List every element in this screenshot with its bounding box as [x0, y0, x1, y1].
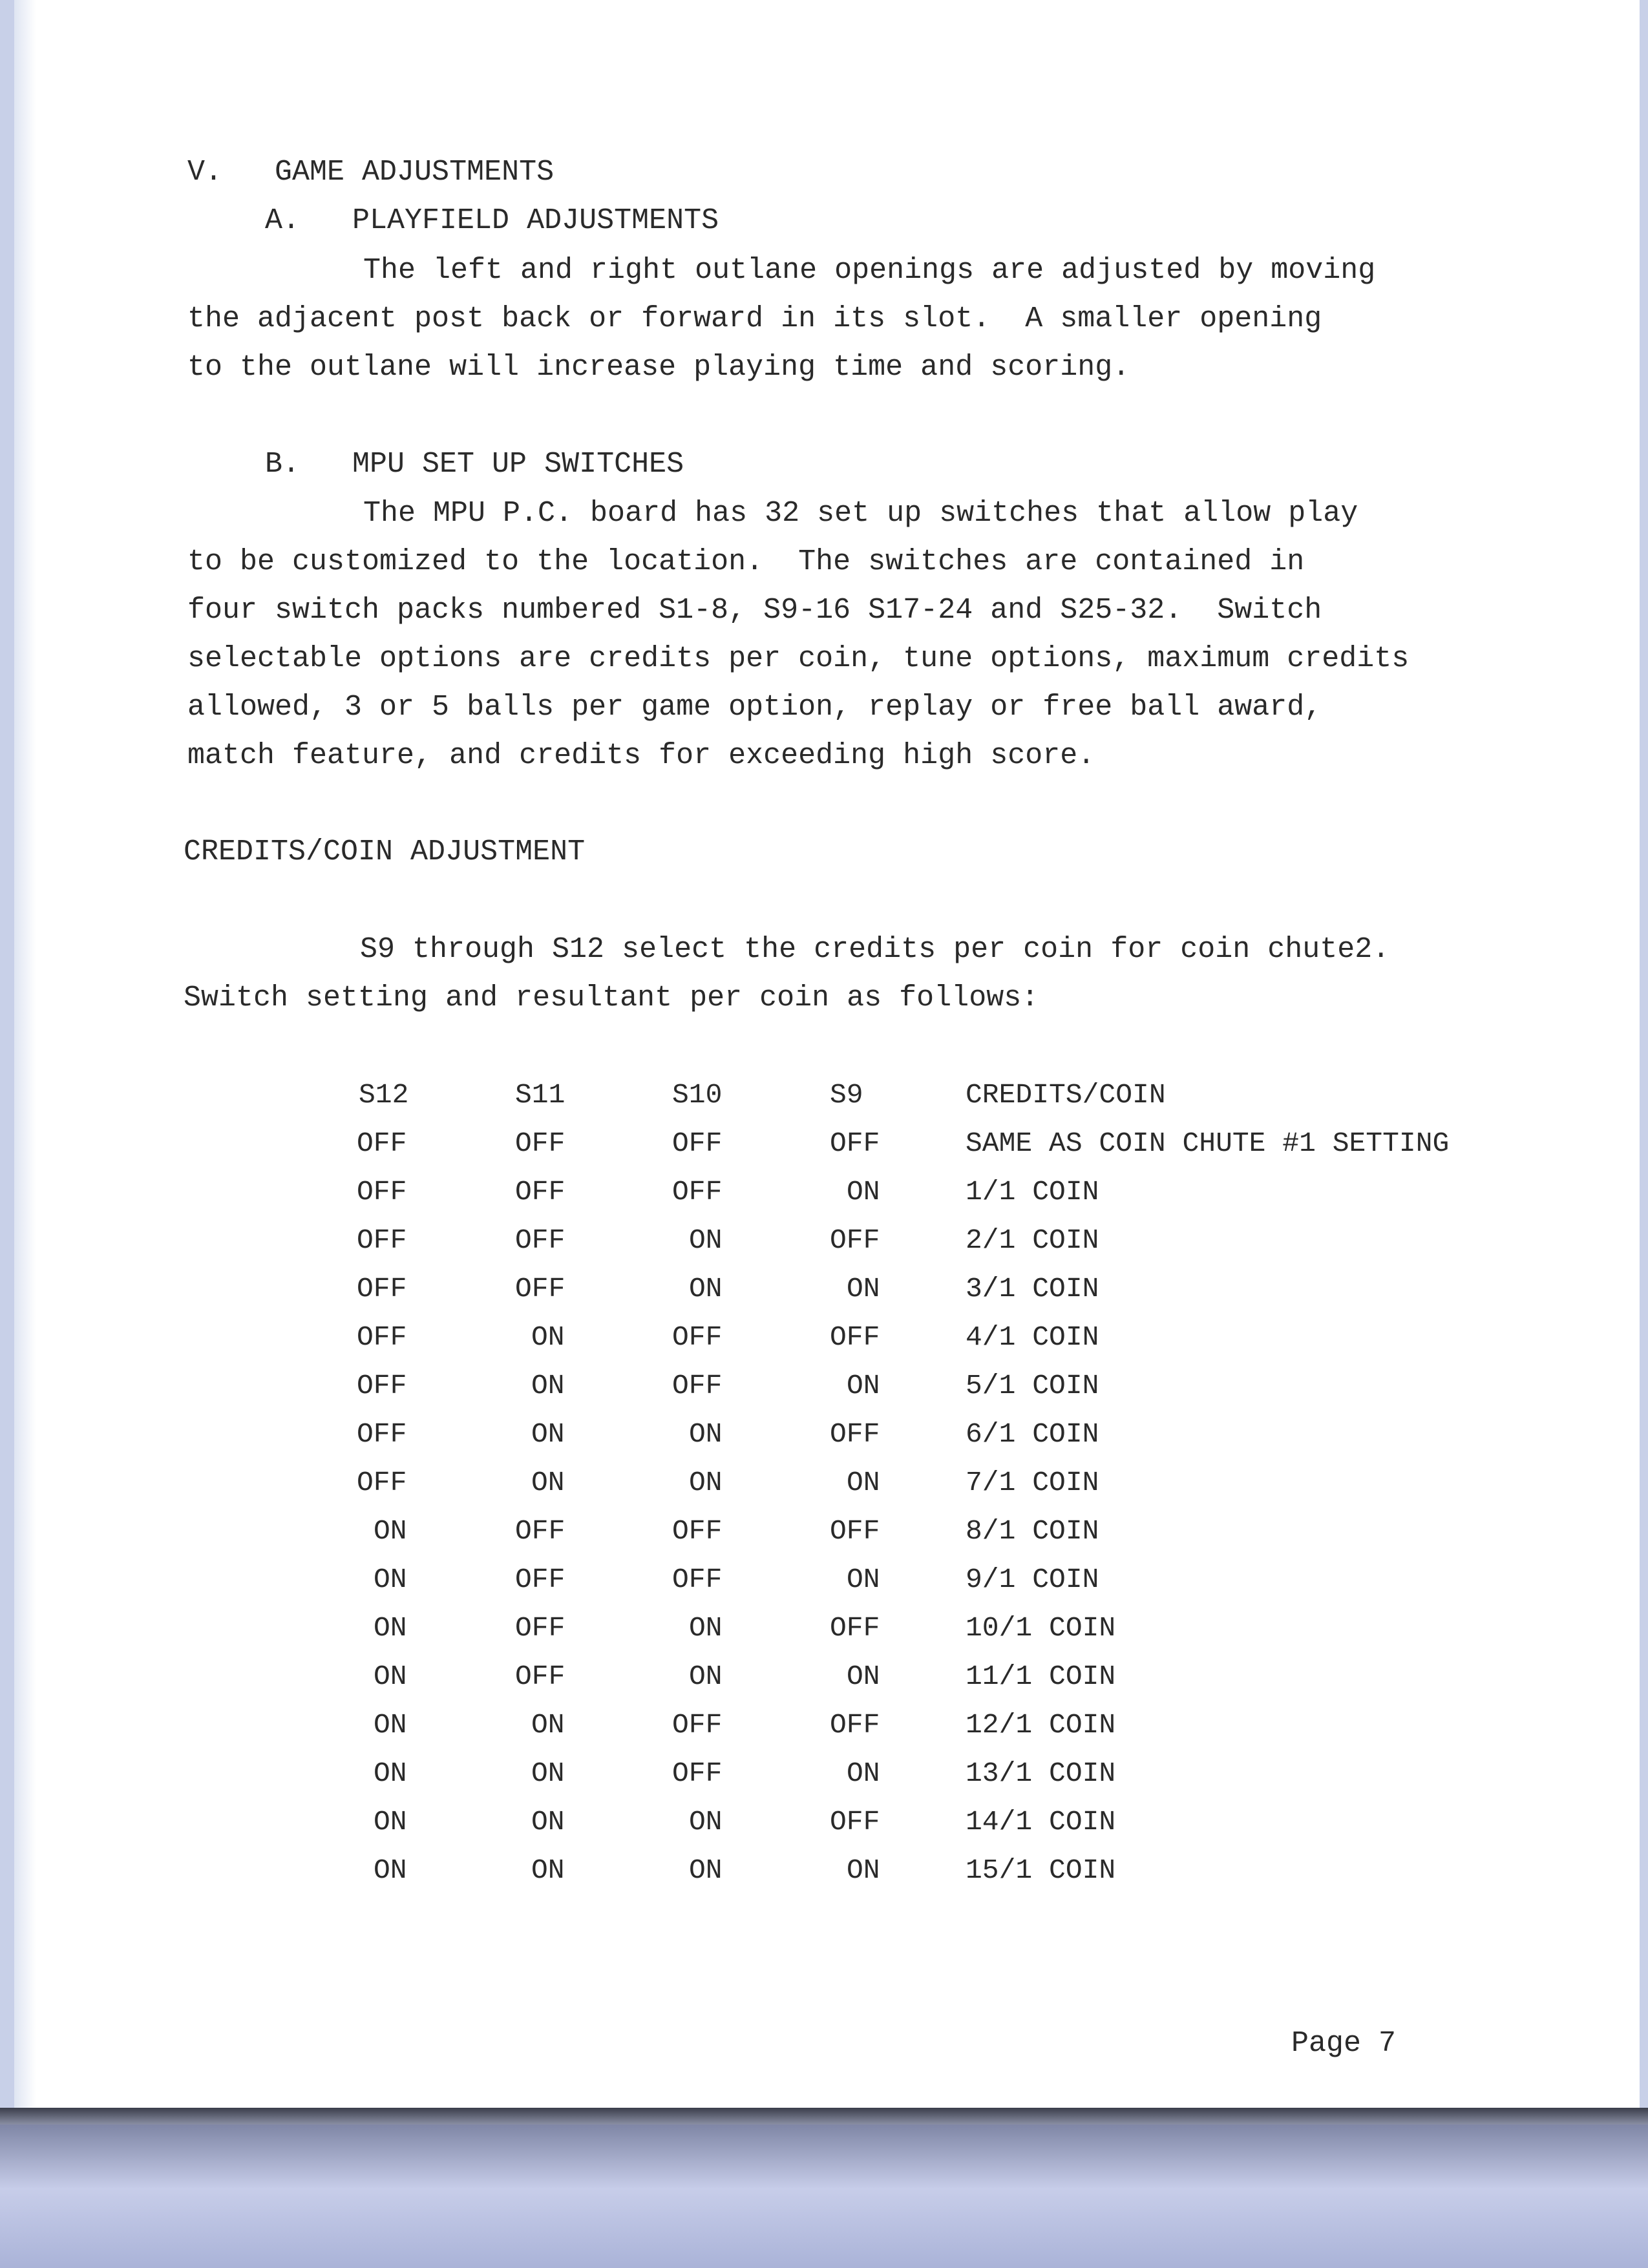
paragraph-a-line-2: the adjacent post back or forward in its slot. A smaller opening: [187, 302, 1322, 335]
row-16-s11: ON: [531, 1854, 565, 1886]
row-12-credits: 11/1 COIN: [966, 1661, 1116, 1692]
header-credits-coin: CREDITS/COIN: [966, 1079, 1166, 1111]
paragraph-b-line-3: four switch packs numbered S1-8, S9-16 S17-24 and S25-32. Switch: [187, 594, 1322, 627]
paragraph-c-line-2: Switch setting and resultant per coin as follows:: [184, 982, 1039, 1014]
row-4-credits: 3/1 COIN: [966, 1273, 1099, 1305]
row-12-s9: ON: [847, 1661, 880, 1692]
row-6-s10: OFF: [672, 1370, 723, 1402]
paragraph-b-line-1: The MPU P.C. board has 32 set up switches that allow play: [363, 497, 1358, 530]
row-1-credits: SAME AS COIN CHUTE #1 SETTING: [966, 1128, 1450, 1159]
row-12-s12: ON: [374, 1661, 407, 1692]
row-1-s10: OFF: [672, 1128, 723, 1159]
row-15-s12: ON: [374, 1806, 407, 1838]
row-1-s11: OFF: [515, 1128, 565, 1159]
row-5-s12: OFF: [357, 1321, 407, 1353]
subsection-b-heading: B. MPU SET UP SWITCHES: [265, 448, 684, 481]
row-2-s12: OFF: [357, 1176, 407, 1208]
row-9-credits: 8/1 COIN: [966, 1515, 1099, 1547]
row-4-s9: ON: [847, 1273, 880, 1305]
row-14-s11: ON: [531, 1758, 565, 1789]
row-2-s9: ON: [847, 1176, 880, 1208]
row-5-s10: OFF: [672, 1321, 723, 1353]
row-14-s10: OFF: [672, 1758, 723, 1789]
row-5-s11: ON: [531, 1321, 565, 1353]
row-10-s10: OFF: [672, 1564, 723, 1595]
row-2-s11: OFF: [515, 1176, 565, 1208]
scanner-backdrop: [0, 2125, 1648, 2268]
row-7-credits: 6/1 COIN: [966, 1418, 1099, 1450]
row-9-s10: OFF: [672, 1515, 723, 1547]
document-page: [14, 0, 1640, 2108]
row-16-s10: ON: [689, 1854, 723, 1886]
header-s9: S9: [830, 1079, 863, 1111]
subsection-a-heading: A. PLAYFIELD ADJUSTMENTS: [265, 204, 719, 237]
row-16-credits: 15/1 COIN: [966, 1854, 1116, 1886]
row-6-s9: ON: [847, 1370, 880, 1402]
row-10-credits: 9/1 COIN: [966, 1564, 1099, 1595]
row-11-s12: ON: [374, 1612, 407, 1644]
paragraph-a-line-3: to the outlane will increase playing time and scoring.: [187, 351, 1130, 384]
row-6-credits: 5/1 COIN: [966, 1370, 1099, 1402]
row-5-credits: 4/1 COIN: [966, 1321, 1099, 1353]
paragraph-b-line-5: allowed, 3 or 5 balls per game option, replay or free ball award,: [187, 691, 1322, 724]
row-7-s10: ON: [689, 1418, 723, 1450]
row-13-credits: 12/1 COIN: [966, 1709, 1116, 1741]
page-bottom-edge: [0, 2108, 1648, 2125]
row-2-credits: 1/1 COIN: [966, 1176, 1099, 1208]
row-3-credits: 2/1 COIN: [966, 1224, 1099, 1256]
row-10-s9: ON: [847, 1564, 880, 1595]
row-11-s11: OFF: [515, 1612, 565, 1644]
row-16-s9: ON: [847, 1854, 880, 1886]
row-7-s12: OFF: [357, 1418, 407, 1450]
row-9-s12: ON: [374, 1515, 407, 1547]
row-7-s11: ON: [531, 1418, 565, 1450]
paragraph-b-line-2: to be customized to the location. The switches are contained in: [187, 545, 1305, 578]
paragraph-b-line-6: match feature, and credits for exceeding high score.: [187, 739, 1095, 772]
row-11-s10: ON: [689, 1612, 723, 1644]
row-10-s11: OFF: [515, 1564, 565, 1595]
row-1-s12: OFF: [357, 1128, 407, 1159]
row-4-s11: OFF: [515, 1273, 565, 1305]
paragraph-a-line-1: The left and right outlane openings are adjusted by moving: [363, 254, 1376, 287]
row-13-s11: ON: [531, 1709, 565, 1741]
row-15-s9: OFF: [830, 1806, 880, 1838]
row-13-s12: ON: [374, 1709, 407, 1741]
header-s12: S12: [359, 1079, 409, 1111]
row-13-s9: OFF: [830, 1709, 880, 1741]
row-1-s9: OFF: [830, 1128, 880, 1159]
row-3-s9: OFF: [830, 1224, 880, 1256]
section-heading: V. GAME ADJUSTMENTS: [187, 156, 555, 189]
row-7-s9: OFF: [830, 1418, 880, 1450]
row-3-s11: OFF: [515, 1224, 565, 1256]
row-8-s12: OFF: [357, 1467, 407, 1498]
row-8-s11: ON: [531, 1467, 565, 1498]
row-6-s11: ON: [531, 1370, 565, 1402]
row-14-s12: ON: [374, 1758, 407, 1789]
row-4-s12: OFF: [357, 1273, 407, 1305]
row-14-credits: 13/1 COIN: [966, 1758, 1116, 1789]
page-left-shadow: [14, 0, 36, 2108]
paragraph-b-line-4: selectable options are credits per coin, tune options, maximum credits: [187, 642, 1410, 675]
row-2-s10: OFF: [672, 1176, 723, 1208]
row-3-s10: ON: [689, 1224, 723, 1256]
row-9-s9: OFF: [830, 1515, 880, 1547]
row-10-s12: ON: [374, 1564, 407, 1595]
row-9-s11: OFF: [515, 1515, 565, 1547]
row-14-s9: ON: [847, 1758, 880, 1789]
row-11-s9: OFF: [830, 1612, 880, 1644]
row-15-s10: ON: [689, 1806, 723, 1838]
row-16-s12: ON: [374, 1854, 407, 1886]
row-15-s11: ON: [531, 1806, 565, 1838]
header-s10: S10: [672, 1079, 723, 1111]
row-3-s12: OFF: [357, 1224, 407, 1256]
credits-coin-heading: CREDITS/COIN ADJUSTMENT: [184, 835, 586, 868]
row-8-s10: ON: [689, 1467, 723, 1498]
row-13-s10: OFF: [672, 1709, 723, 1741]
row-8-credits: 7/1 COIN: [966, 1467, 1099, 1498]
row-12-s10: ON: [689, 1661, 723, 1692]
row-4-s10: ON: [689, 1273, 723, 1305]
row-11-credits: 10/1 COIN: [966, 1612, 1116, 1644]
paragraph-c-line-1: S9 through S12 select the credits per coin for coin chute2.: [360, 933, 1390, 966]
row-8-s9: ON: [847, 1467, 880, 1498]
header-s11: S11: [515, 1079, 565, 1111]
row-15-credits: 14/1 COIN: [966, 1806, 1116, 1838]
row-6-s12: OFF: [357, 1370, 407, 1402]
row-5-s9: OFF: [830, 1321, 880, 1353]
row-12-s11: OFF: [515, 1661, 565, 1692]
page-number: Page 7: [1291, 2027, 1397, 2060]
